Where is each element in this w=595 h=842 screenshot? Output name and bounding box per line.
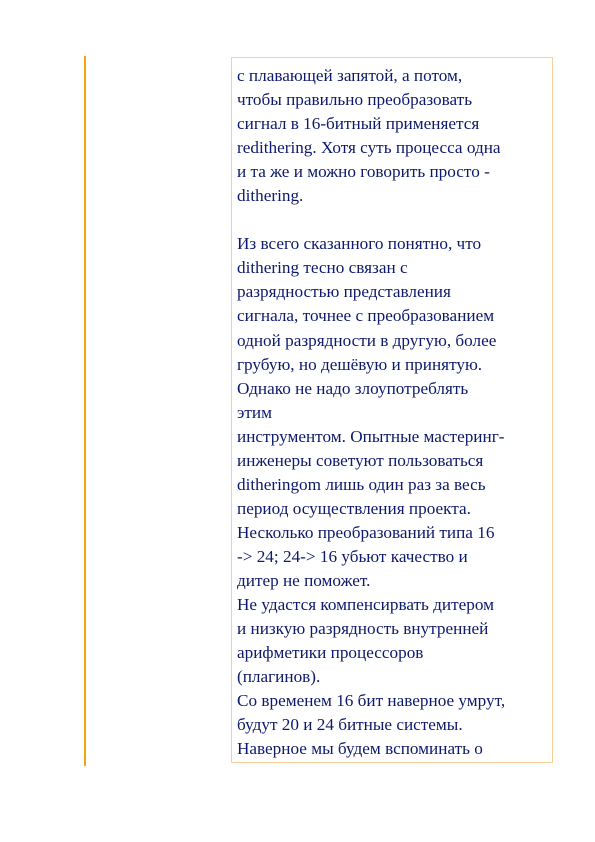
text-line: этим	[237, 402, 272, 422]
text-line: инструментом. Опытные мастеринг-	[237, 426, 505, 446]
text-line: и низкую разрядность внутренней	[237, 619, 489, 639]
text-line: ditheringom лишь один раз за весь	[237, 474, 486, 494]
paragraph-1	[237, 64, 552, 208]
paragraph-2	[237, 232, 552, 761]
text-line: сигнал в 16-битный применяется	[237, 114, 480, 134]
text-line: чтобы правильно преобразовать	[237, 90, 473, 110]
text-line: Однако не надо злоупотреблять	[237, 378, 469, 398]
paragraph-gap	[237, 208, 552, 232]
text-line: одной разрядности в другую, более	[237, 330, 497, 350]
text-frame	[231, 57, 553, 763]
text-line: период осуществления проекта.	[237, 498, 471, 518]
text-line: Наверное мы будем вспоминать о	[237, 739, 483, 759]
text-line: сигнала, точнее с преобразованием	[237, 306, 495, 326]
text-line: redithering. Хотя суть процесса одна	[237, 138, 501, 158]
text-line: Несколько преобразований типа 16	[237, 522, 495, 542]
text-line: Из всего сказанного понятно, что	[237, 234, 482, 254]
text-line: dithering.	[237, 186, 304, 206]
text-line: -> 24; 24-> 16 убьют качество и	[237, 546, 468, 566]
text-line: инженеры советуют пользоваться	[237, 450, 484, 470]
text-line: грубую, но дешёвую и принятую.	[237, 354, 483, 374]
text-line: разрядностью представления	[237, 282, 451, 302]
text-line: Со временем 16 бит наверное умрут,	[237, 691, 506, 711]
text-line: Не удастся компенсирвать дитером	[237, 595, 495, 615]
left-margin-rule	[84, 56, 86, 766]
text-line: и та же и можно говорить просто -	[237, 162, 490, 182]
text-line: (плагинов).	[237, 667, 321, 687]
text-line: dithering тесно связан с	[237, 258, 408, 278]
text-line: дитер не поможет.	[237, 570, 371, 590]
text-line: арифметики процессоров	[237, 643, 424, 663]
text-line: будут 20 и 24 битные системы.	[237, 715, 463, 735]
text-line: с плавающей запятой, а потом,	[237, 66, 463, 85]
